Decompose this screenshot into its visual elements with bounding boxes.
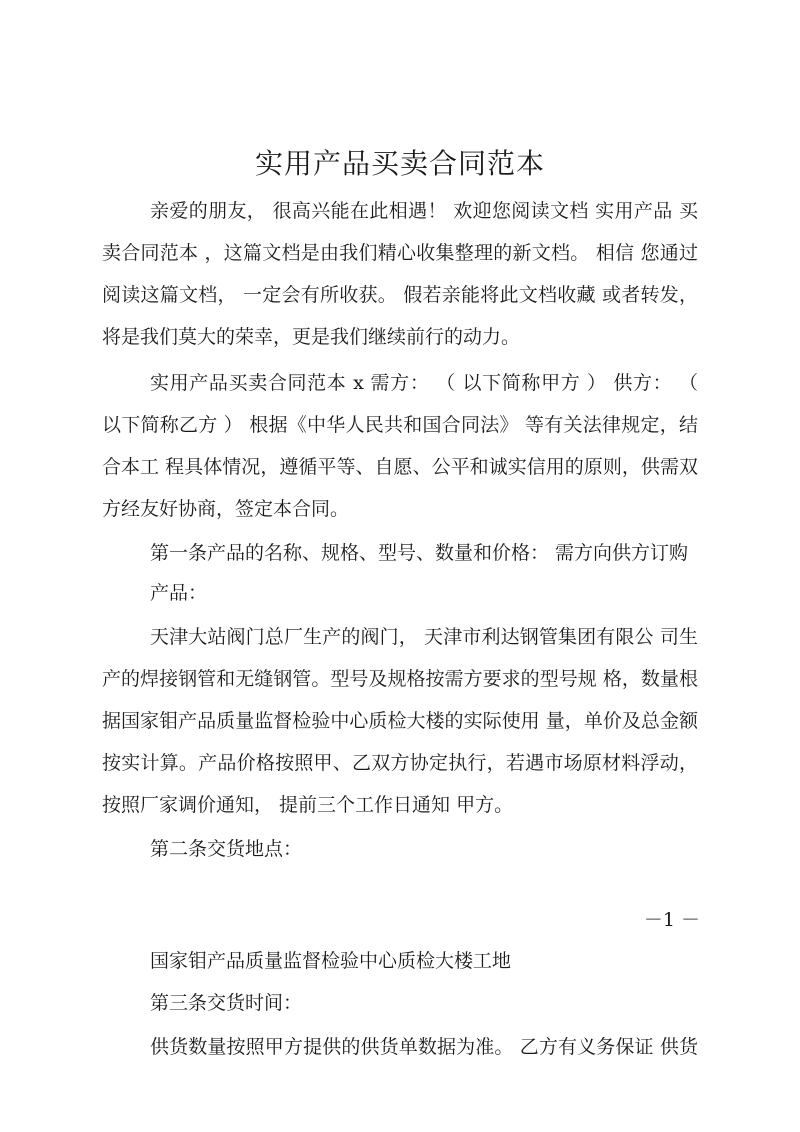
paragraph-line: 供货数量按照甲方提供的供货单数据为准。 乙方有义务保证 供货 [150, 1036, 698, 1058]
paragraph-line: 天津大站阀门总厂生产的阀门， 天津市利达钢管集团有限公 司生 [150, 626, 698, 648]
page-number: －1 － [643, 909, 700, 931]
paragraph-line: 阅读这篇文档， 一定会有所收获。 假若亲能将此文档收藏 或者转发， [102, 284, 698, 306]
paragraph-line: 国家钼产品质量监督检验中心质检大楼工地 [150, 950, 512, 972]
article-heading: 第一条产品的名称、规格、型号、数量和价格： 需方向供方订购 [150, 542, 689, 564]
paragraph-line: 亲爱的朋友， 很高兴能在此相遇！ 欢迎您阅读文档 实用产品 买 [150, 200, 698, 222]
paragraph-line: 按照厂家调价通知， 提前三个工作日通知 甲方。 [102, 794, 514, 816]
paragraph-line: 将是我们莫大的荣幸，更是我们继续前行的动力。 [102, 326, 521, 348]
paragraph-line: 以下简称乙方 ） 根据《中华人民共和国合同法》 等有关法律规定，结 [102, 414, 698, 436]
paragraph-line: 产的焊接钢管和无缝钢管。型号及规格按需方要求的型号规 格，数量根 [102, 668, 698, 690]
paragraph-line: 方经友好协商，签定本合同。 [102, 498, 350, 520]
document-title: 实用产品买卖合同范本 [254, 147, 545, 180]
article-heading: 第二条交货地点： [150, 838, 303, 860]
paragraph-line: 卖合同范本 ，这篇文档是由我们精心收集整理的新文档。 相信 您通过 [102, 242, 698, 264]
paragraph-line: 按实计算。产品价格按照甲、乙双方协定执行，若遇市场原材料浮动， [102, 752, 698, 774]
paragraph-line: 据国家钼产品质量监督检验中心质检大楼的实际使用 量，单价及总金额 [102, 710, 698, 732]
article-heading: 第三条交货时间： [150, 992, 303, 1014]
paragraph-line: 合本工 程具体情况，遵循平等、自愿、公平和诚实信用的原则，供需双 [102, 456, 698, 478]
paragraph-line: 实用产品买卖合同范本 x 需方： （ 以下简称甲方 ） 供方： （ [150, 372, 698, 394]
paragraph-line: 产品： [150, 582, 208, 604]
